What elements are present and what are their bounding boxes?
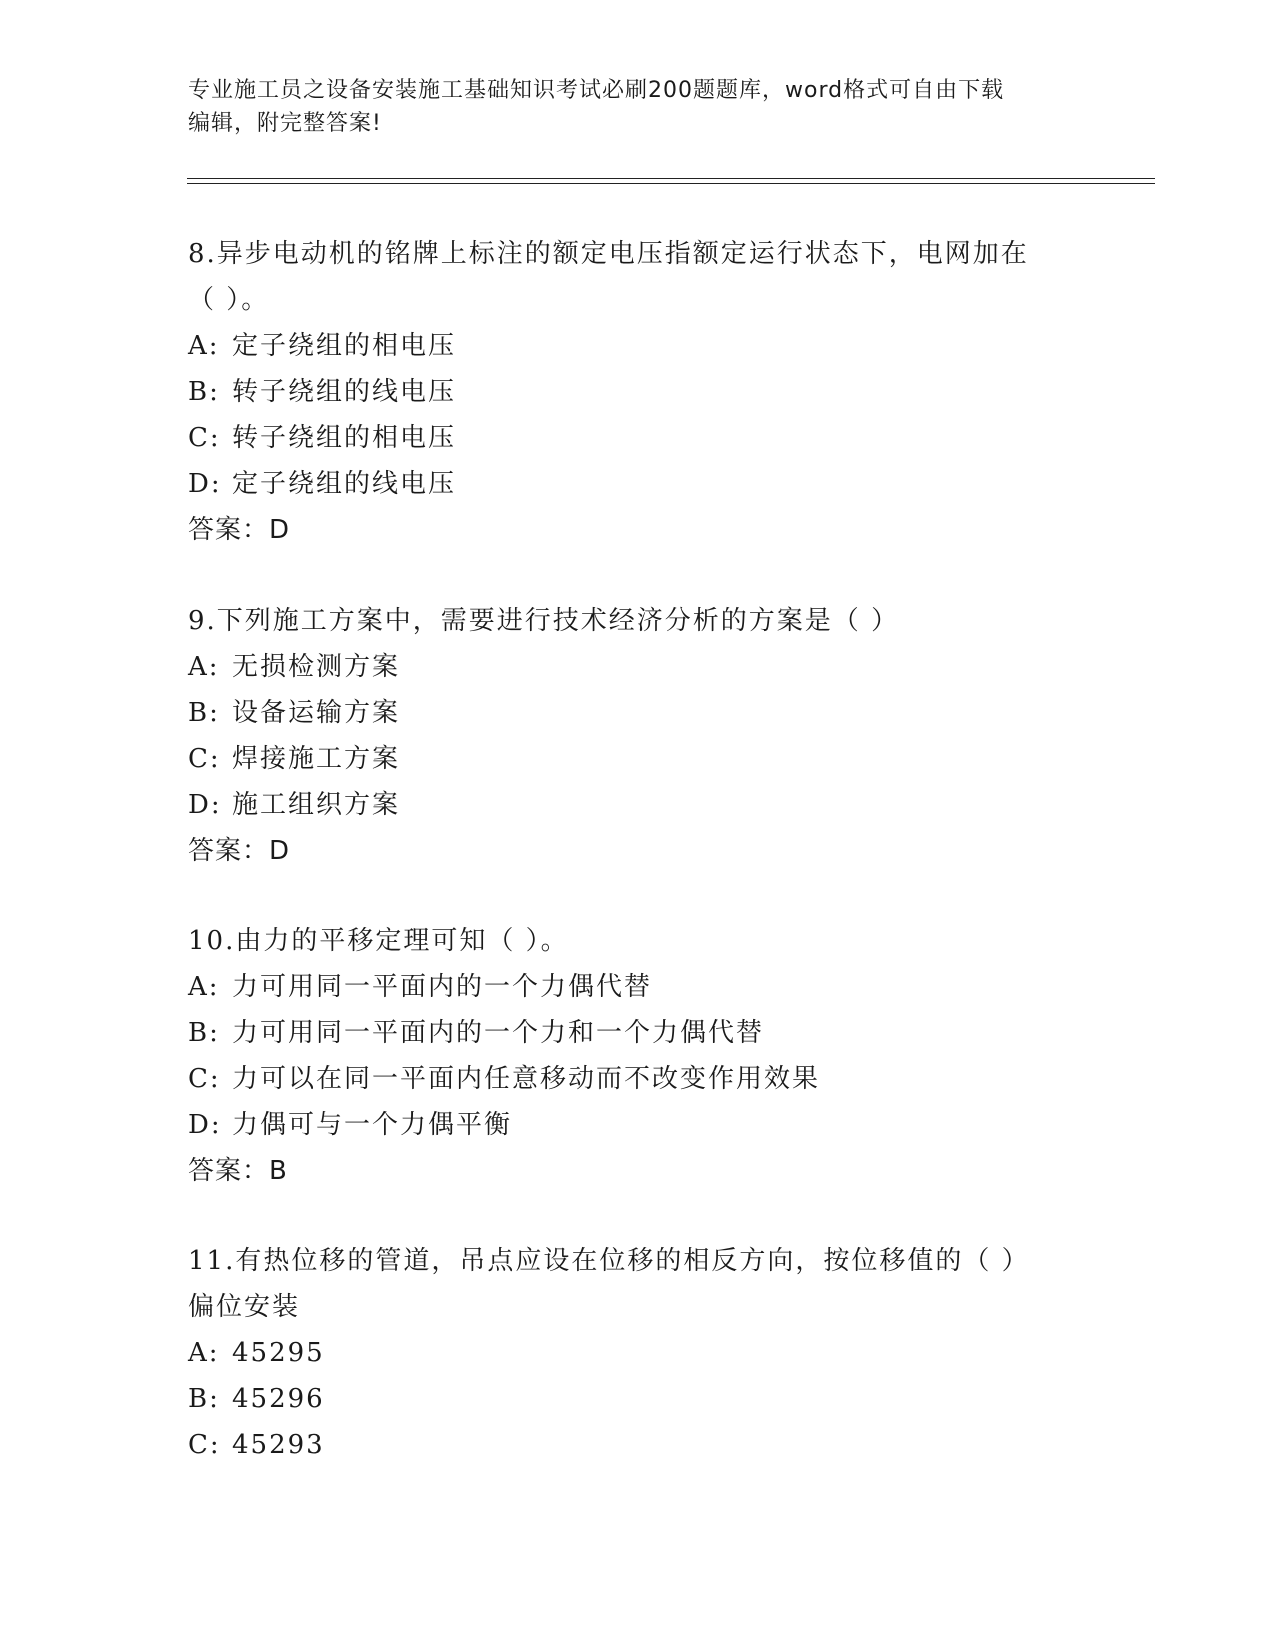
option-a — [188, 323, 1088, 369]
option-text: 力可用同一平面内的一个力和一个力偶代替 — [232, 1018, 765, 1048]
option-text: 转子绕组的相电压 — [232, 423, 457, 453]
option-key: D: — [188, 790, 222, 820]
question-11 — [188, 1238, 1088, 1468]
document-header — [188, 74, 1088, 140]
question-9 — [188, 598, 1088, 874]
option-key: B: — [188, 1384, 220, 1414]
question-stem: 10.由力的平移定理可知（ ）。 — [188, 926, 569, 956]
question-stem-continued: 偏位安装 — [188, 1292, 301, 1322]
option-text: 45296 — [232, 1384, 325, 1414]
header-line-2: 编辑，附完整答案! — [188, 111, 382, 136]
option-key: C: — [188, 1064, 221, 1094]
option-key: B: — [188, 698, 220, 728]
header-divider-top — [187, 178, 1155, 179]
option-text: 定子绕组的线电压 — [232, 469, 457, 499]
question-stem: 9.下列施工方案中，需要进行技术经济分析的方案是（ ） — [188, 606, 900, 636]
option-b — [188, 369, 1088, 415]
option-text: 转子绕组的线电压 — [232, 377, 457, 407]
option-c — [188, 736, 1088, 782]
option-text: 设备运输方案 — [232, 698, 401, 728]
option-text: 45293 — [232, 1430, 325, 1460]
option-a — [188, 644, 1088, 690]
option-d — [188, 782, 1088, 828]
option-text: 施工组织方案 — [232, 790, 401, 820]
option-b — [188, 1010, 1088, 1056]
answer: 答案：B — [188, 1156, 288, 1186]
option-key: B: — [188, 377, 220, 407]
option-text: 焊接施工方案 — [232, 744, 401, 774]
option-b — [188, 690, 1088, 736]
header-line-1: 专业施工员之设备安装施工基础知识考试必刷200题题库，word格式可自由下载 — [188, 78, 1005, 103]
question-10 — [188, 918, 1088, 1194]
option-key: D: — [188, 1110, 222, 1140]
option-text: 力可用同一平面内的一个力偶代替 — [232, 972, 653, 1002]
option-key: A: — [188, 972, 220, 1002]
header-divider-bottom — [187, 183, 1155, 184]
answer: 答案：D — [188, 836, 291, 866]
option-key: C: — [188, 744, 221, 774]
option-c — [188, 415, 1088, 461]
answer: 答案：D — [188, 515, 291, 545]
option-key: C: — [188, 423, 221, 453]
option-text: 45295 — [232, 1338, 325, 1368]
option-d — [188, 461, 1088, 507]
option-c — [188, 1056, 1088, 1102]
option-key: A: — [188, 652, 220, 682]
option-key: B: — [188, 1018, 220, 1048]
option-text: 力可以在同一平面内任意移动而不改变作用效果 — [232, 1064, 821, 1094]
option-c — [188, 1422, 1088, 1468]
question-stem: 11.有热位移的管道，吊点应设在位移的相反方向，按位移值的（ ） — [188, 1246, 1030, 1276]
option-a — [188, 1330, 1088, 1376]
option-key: C: — [188, 1430, 221, 1460]
question-stem-continued: （ ）。 — [188, 285, 270, 315]
option-a — [188, 964, 1088, 1010]
question-8 — [188, 231, 1088, 553]
option-text: 无损检测方案 — [232, 652, 401, 682]
option-text: 力偶可与一个力偶平衡 — [232, 1110, 513, 1140]
question-stem: 8.异步电动机的铭牌上标注的额定电压指额定运行状态下，电网加在 — [188, 239, 1029, 269]
option-b — [188, 1376, 1088, 1422]
option-d — [188, 1102, 1088, 1148]
option-key: D: — [188, 469, 222, 499]
option-text: 定子绕组的相电压 — [232, 331, 457, 361]
option-key: A: — [188, 1338, 220, 1368]
option-key: A: — [188, 331, 220, 361]
